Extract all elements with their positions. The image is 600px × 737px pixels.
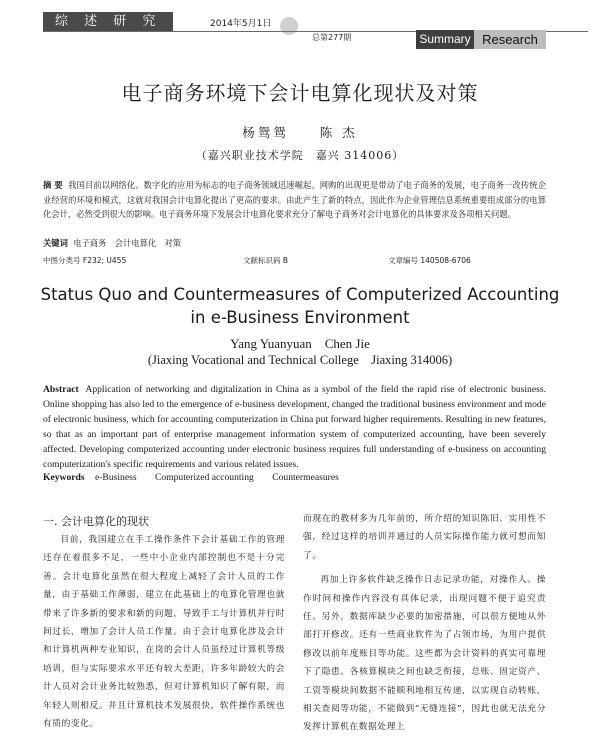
body-paragraph: 目前，我国建立在手工操作条件下会计基础工作的管理还存在着很多不足，一些中小企业内部控制也不是十分完善。会计电算化虽然在很大程度上减轻了会计人员的工作量，由于基础工作薄弱，建立在此基础上的电算化管理也就带来了许多新的要求和新的问题，导致手工与计算机并行时间过长，增加了会计人员工作量。由于会计电算化涉及会计和计算机两种专业知识，在岗的会计人员虽经过计算机等级培训，但与实际要求水平还有较大差距，许多年龄较大的会计人员对会计业务比较熟悉，但对计算机知识了解有限，而年轻人则相反。并且计算机技术发展很快，软件操作系统也有质的变化。	[43, 535, 285, 730]
body-column-left	[43, 531, 285, 733]
abstract-label-cn: 摘 要	[43, 180, 63, 190]
paper-title-en	[0, 283, 600, 329]
body-paragraph: 再加上许多软件缺乏操作日志记录功能，对操作人、操作时间和操作内容没有具体记录，出现问题不便于追究责任。另外，数据库缺少必要的加密措施，可以很方便地从外部打开修改。还有一些商业软件为了占领市场，为用户提供修改以前年度账目等功能。这些都为会计资料的真实可靠埋下了隐患。各核算模块之间也缺乏衔接，总账、固定资产、工资等模块间数据不能顺利地相互传递，以实现自动转账，相关查阅等功能，不能做到“无缝连接”，因此也就无法充分发挥计算机在数据处理上	[303, 575, 546, 733]
article-number: 文章编号 140508-6706	[388, 256, 471, 265]
paper-title-en-line2: in e-Business Environment	[190, 308, 410, 327]
paper-title-cn: 电子商务环境下会计电算化现状及对策	[121, 81, 479, 105]
keywords-label-cn: 关键词	[43, 238, 68, 248]
body-paragraph: 而现在的教材多为几年前的，所介绍的知识陈旧、实用性不强，经过这样的培训并通过的人员实际操作能力就可想而知了。	[303, 514, 546, 561]
abstract-cn	[43, 178, 546, 222]
authors-cn: 杨鸳鸳 陈 杰	[242, 125, 358, 140]
keywords-text-cn: 电子商务 会计电算化 对策	[73, 238, 182, 248]
section-heading: 一. 会计电算化的现状	[43, 515, 149, 528]
summary-label: Summary	[416, 30, 474, 49]
keywords-cn	[43, 237, 181, 249]
document-code: 文献标识码 B	[243, 256, 289, 265]
keywords-label-en: Keywords	[43, 472, 85, 483]
abstract-en	[43, 382, 546, 472]
issue-date: 2014年5月1日	[210, 19, 272, 29]
abstract-text-cn: 我国目前以网络化、数字化的应用为标志的电子商务领域迅速崛起。网购的出现更是带动了电子商务的发展，电子商务一改传统企业经营的环境和模式，这就对我国会计电算化提出了更高的要求。由此产生了新的特点，因此作为企业管理信息系统重要组成部分的电算化会计，必然受到很大的影响。电子商务环境下发展会计电算化要求充分了解电子商务对会计电算化的具体要求及各项相关问题。	[43, 180, 546, 219]
issue-number: 总第277期	[312, 33, 352, 42]
keyword-item: Countermeasures	[272, 472, 339, 483]
keyword-item: e-Business	[94, 472, 137, 483]
abstract-text-en: Application of networking and digitalization in China as a symbol of the field the rapid rise of electronic business. Online shopping has also led to the emergence of e-business development, changed the traditional business environment and mode of electronic business, which for accounting computerization in China put forward higher requirements. Resulting in new features, so that as an important part of enterprise management information system of computerized accounting, have been severely affected. Developing computerized accounting under electronic business requires full understanding of e-business on accounting computerization's specific requirements and various related issues.	[43, 384, 546, 470]
header-circle-icon	[280, 17, 298, 35]
keywords-en	[43, 472, 347, 483]
paper-title-en-line1: Status Quo and Countermeasures of Computerized Accounting	[40, 285, 560, 304]
body-column-right	[303, 510, 546, 737]
authors-en: Yang Yuanyuan Chen Jie	[230, 336, 370, 351]
column-label: 综 述 研 究	[43, 12, 173, 31]
affiliation-en: (Jiaxing Vocational and Technical College Jiaxing 314006)	[147, 353, 453, 367]
clc-number: 中图分类号 F232; U455	[43, 256, 127, 265]
abstract-label-en: Abstract	[43, 384, 79, 395]
research-label: Research	[474, 30, 546, 49]
keyword-item: Computerized accounting	[154, 472, 254, 483]
affiliation-cn: （嘉兴职业技术学院 嘉兴 314006）	[195, 149, 405, 162]
